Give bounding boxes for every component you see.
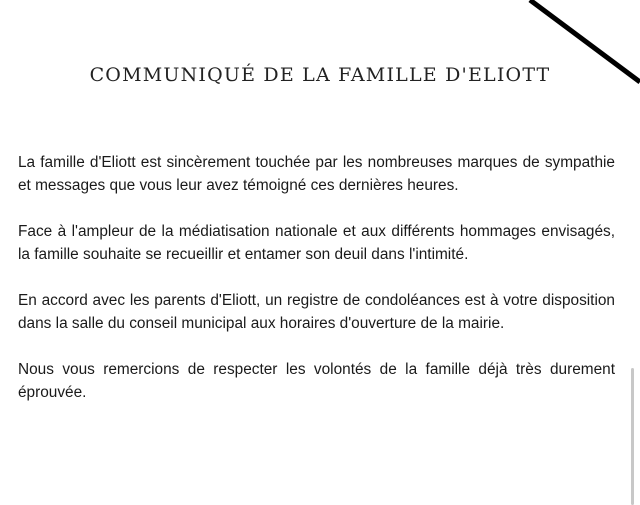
paragraph-4: Nous vous remercions de respecter les volontés de la famille déjà très durement éprouvée. (18, 361, 615, 401)
paragraph-1: La famille d'Eliott est sincèrement touchée par les nombreuses marques de sympathie et messages que vous leur avez témoigné ces dernières heures. (18, 154, 615, 194)
communique-body (18, 151, 615, 427)
paragraph-2: Face à l'ampleur de la médiatisation nationale et aux différents hommages envisagés, la famille souhaite se recueillir et entamer son deuil dans l'intimité. (18, 223, 615, 263)
paragraph-3: En accord avec les parents d'Eliott, un registre de condoléances est à votre disposition dans la salle du conseil municipal aux horaires d'ouverture de la mairie. (18, 292, 615, 332)
page-title: COMMUNIQUÉ DE LA FAMILLE D'ELIOTT (89, 64, 551, 86)
scrollbar[interactable] (631, 368, 634, 505)
